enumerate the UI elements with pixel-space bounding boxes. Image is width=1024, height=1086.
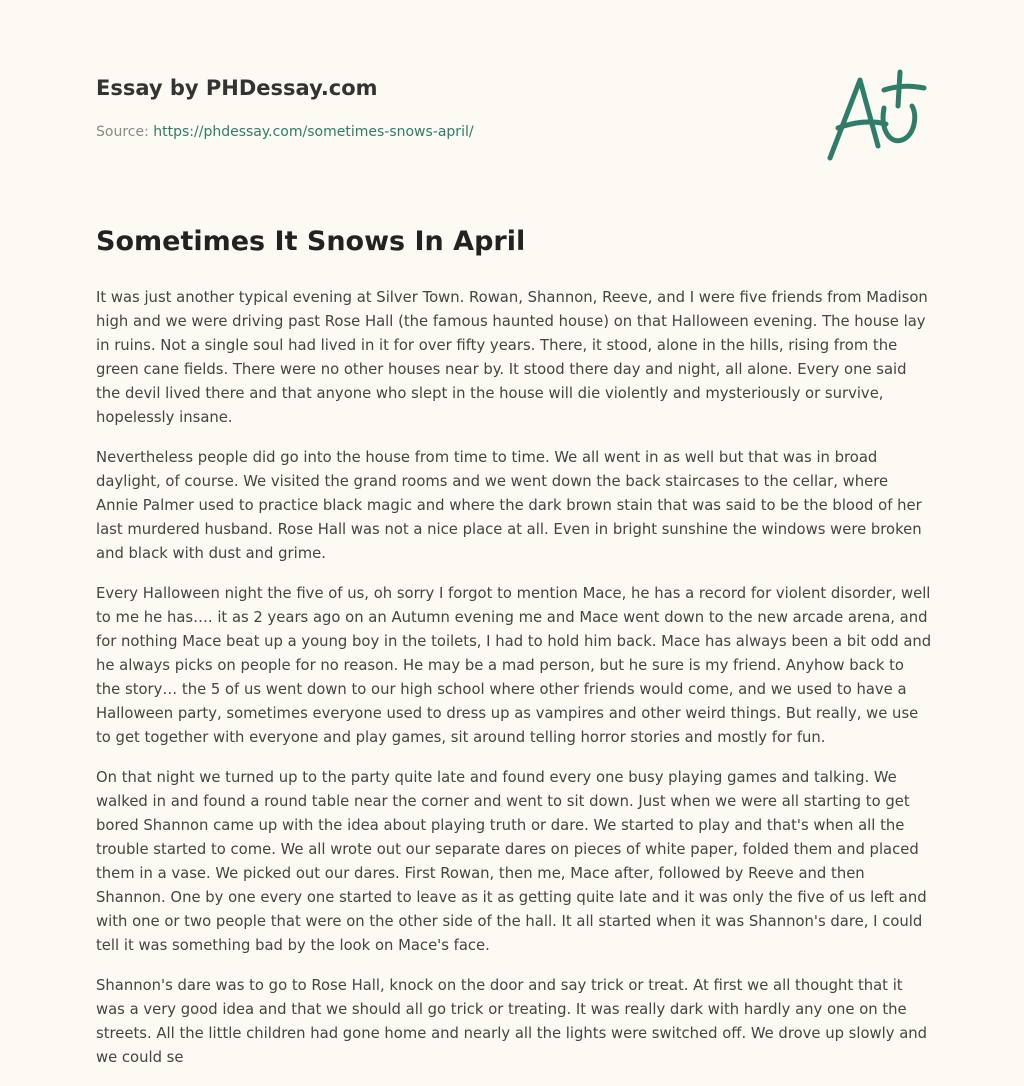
essay-paragraph: Shannon's dare was to go to Rose Hall, knock on the door and say trick or treat. At first we all thought that it was a very good idea and that we should all go trick or treating. It was really dark with hardly any one on the streets. All the little children had gone home and nearly all the lights were switched off. We drove up slowly and we could se [96, 977, 928, 1066]
essay-paragraph: Every Halloween night the five of us, oh sorry I forgot to mention Mace, he has a record for violent disorder, well to me he has…. it as 2 years ago on an Autumn evening me and Mace went down to the new arcade arena, and for nothing Mace beat up a young boy in the toilets, I had to hold him back. Mace has always been a bit odd and he always picks on people for no reason. He may be a mad person, but he sure is my friend. Anyhow back to the story… the 5 of us went down to our high school where other friends would come, and we used to have a Halloween party, sometimes everyone used to dress up as vampires and other weird things. But really, we use to get together with everyone and play games, sit around telling horror stories and mostly for fun. [96, 585, 932, 746]
essay-paragraph: On that night we turned up to the party quite late and found every one busy playing games and talking. We walked in and found a round table near the corner and went to sit down. Just when we were all starting to get bored Shannon came up with the idea about playing truth or dare. We started to play and that's when all the trouble started to come. We all wrote out our separate dares on pieces of white paper, folded them and placed them in a vase. We picked out our dares. First Rowan, then me, Mace after, followed by Reeve and then Shannon. One by one every one started to leave as it as getting quite late and it was only the five of us left and with one or two people that were on the other side of the hall. It all started when it was Shannon's dare, I could tell it was something bad by the look on Mace's face. [96, 769, 927, 954]
essay-paragraph: It was just another typical evening at Silver Town. Rowan, Shannon, Reeve, and I were five friends from Madison high and we were driving past Rose Hall (the famous haunted house) on that Halloween evening. The house lay in ruins. Not a single soul had lived in it for over fifty years. There, it stood, alone in the hills, rising from the green cane fields. There were no other houses near by. It stood there day and night, all alone. Every one said the devil lived there and that anyone who slept in the house will die violently and mysteriously or survive, hopelessly insane. [96, 289, 928, 426]
site-brand: Essay by PHDessay.com [96, 76, 378, 100]
source-line [96, 124, 474, 140]
essay-body [96, 286, 932, 1086]
a-plus-grade-icon [820, 66, 930, 166]
essay-title: Sometimes It Snows In April [96, 226, 526, 257]
source-label: Source: [96, 124, 149, 140]
essay-paragraph: Nevertheless people did go into the house from time to time. We all went in as well but that was in broad daylight, of course. We visited the grand rooms and we went down the back staircases to the cellar, where Annie Palmer used to practice black magic and where the dark brown stain that was said to be the blood of her last murdered husband. Rose Hall was not a nice place at all. Even in bright sunshine the windows were broken and black with dust and grime. [96, 449, 922, 562]
source-link[interactable]: https://phdessay.com/sometimes-snows-april/ [153, 124, 474, 140]
